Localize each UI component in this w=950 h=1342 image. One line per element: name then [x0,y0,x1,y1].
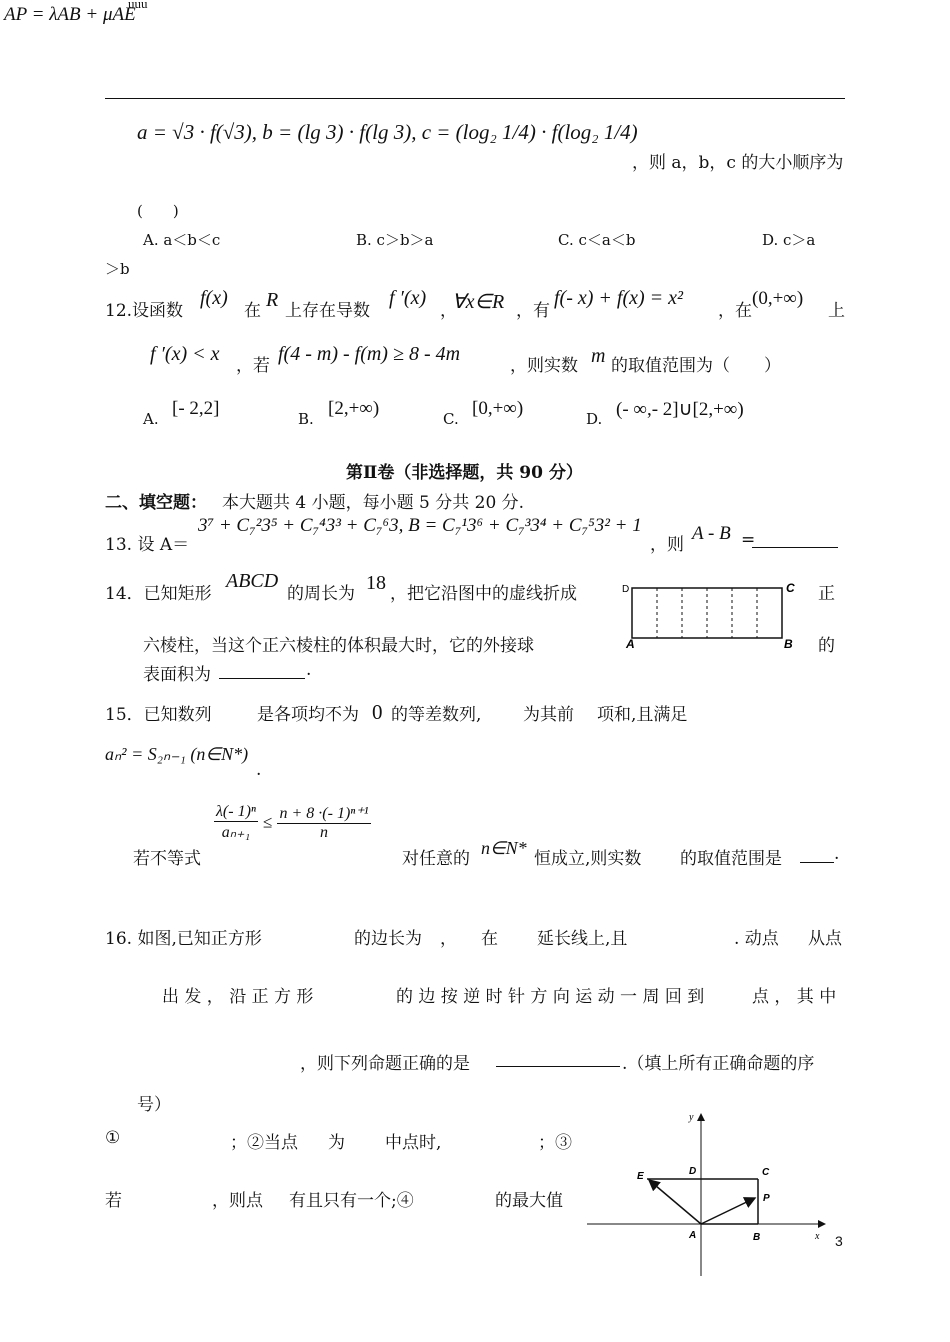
q13-formula: 3⁷ + C₇²3⁵ + C₇⁴3³ + C₇⁶3, B = C₇¹3⁶ + C₇³3⁴ + C₇⁵3² + 1 [198,515,642,536]
q16-l1-d: 在 [481,929,498,949]
q15-le: ≤ [263,812,273,832]
q14-line2: 六棱柱，当这个正六棱柱的体积最大时，它的外接球 [143,636,534,656]
page-number: 3 [835,1233,843,1249]
q12-m: m [591,345,606,367]
q12-text-2: 在 [244,301,261,321]
q12-option-c: [0,+∞) [472,398,524,419]
q15-inequality [214,803,371,842]
q12-text-5: ，有 [516,301,550,321]
q15-frac-left [214,803,258,842]
q14-fig-label-d: D [622,584,630,595]
q14-rectangle-figure [618,578,818,650]
q12-interval: (0,+∞) [752,288,804,309]
q14-line3-dot: . [306,660,312,680]
q14-fig-label-c: C [786,581,795,595]
top-rule [105,98,845,99]
q16-fig-label-a: A [689,1230,697,1241]
q15-frac-right [277,803,370,842]
q12-text-9: ，则实数 [510,356,578,376]
q12-option-c-label: C. [443,410,459,428]
q14-perimeter: 18 [366,572,386,594]
q16-coordinate-figure [585,1108,835,1280]
q16-fig-label-e: E [637,1171,644,1182]
q15-ineq-tail: 恒成立,则实数 [534,849,642,869]
q14-prefix: 14．已知矩形 [105,584,212,604]
q14-fig-label-a: A [626,637,635,650]
q15-ineq-end: 的取值范围是 [680,849,782,869]
header-garbled-marks: uuu [128,0,148,11]
q16-l6-d: 的最大值 [495,1191,563,1211]
q16-fig-label-x: x [815,1231,820,1242]
q12-equation: f(- x) + f(x) = x² [554,287,684,309]
q12-text-7: 上 [828,301,845,321]
q12-option-b-label: B. [298,410,314,428]
section-title: 第Ⅱ卷（非选择题，共 90 分） [346,463,583,483]
q11-option-d: D. c＞a [762,231,816,249]
q16-l6-b: ，则点 [212,1191,263,1211]
q12-text-1: 12.设函数 [105,301,184,321]
q16-answer-blank[interactable] [496,1066,620,1067]
q16-l1-f: . 动点 [734,929,779,949]
q12-cond1: f ′(x) < x [150,343,220,365]
q15-frac-left-den: aₙ₊₁ [221,824,251,841]
q16-fig-label-y: y [689,1112,694,1123]
q16-l5-d: 中点时, [385,1133,442,1153]
q16-l6-c: 有且只有一个;④ [289,1191,414,1211]
q15-frac-left-num: λ(- 1)ⁿ [216,803,256,820]
q16-l4: 号） [137,1095,171,1115]
q15-mid2: 的等差数列, [391,705,482,725]
q11-option-d-cont: ＞b [105,260,130,278]
q16-l3-b: .（填上所有正确命题的序 [622,1054,815,1074]
q12-option-d: (- ∞,- 2]∪[2,+∞) [616,399,744,420]
q14-abcd: ABCD [226,570,279,592]
q16-fig-label-b: B [753,1232,761,1243]
q13-answer-blank[interactable] [752,547,838,548]
q15-frac-right-den: n [320,824,329,841]
q14-mid: 的周长为 [287,584,355,604]
q14-line2-right: 的 [818,636,835,656]
q15-mid1: 是各项均不为 [257,705,359,725]
q16-l3-a: ，则下列命题正确的是 [300,1054,470,1074]
q14-right: 正 [818,584,835,604]
q11-paren: ( ) [137,202,179,220]
q13-eq: = [741,530,756,550]
part-desc: 本大题共 4 小题，每小题 5 分共 20 分. [222,493,525,513]
q12-text-4: ， [440,301,457,321]
q14-fig-label-b: B [784,637,793,650]
q14-line3: 表面积为 [143,665,211,685]
q16-l6-a: 若 [105,1191,122,1211]
q16-fig-label-d: D [689,1166,697,1177]
q16-l2-a: 出 发 ， 沿 正 方 形 [162,987,314,1007]
q12-text-8: ，若 [236,356,270,376]
q12-option-d-label: D. [586,410,603,428]
q12-forall: ∀x∈R [452,291,505,313]
q15-condition: aₙ² = S₂ₙ₋₁ (n∈N*) [105,744,249,764]
part-label: 二、填空题： [105,493,207,513]
q15-ineq-prefix: 若不等式 [133,849,201,869]
q16-l5-e: ；③ [538,1133,572,1153]
q16-fig-label-p: P [763,1193,770,1204]
q11-tail: ，则 a，b，c 的大小顺序为 [632,153,844,173]
q11-formula: a = √3 · f(√3), b = (lg 3) · f(lg 3), c = (log₂ 1/4) · f(log₂ 1/4) [137,120,638,144]
q12-option-b: [2,+∞) [328,398,380,419]
q13-a-minus-b: A - B [692,523,731,544]
q12-text-10: 的取值范围为（ ） [611,356,781,376]
q14-tail: ，把它沿图中的虚线折成 [390,584,577,604]
q12-option-a-label: A. [143,410,159,428]
q12-cond2: f(4 - m) - f(m) ≥ 8 - 4m [278,343,461,365]
header-garbled-formula: AP = λAB + μAE [4,4,136,25]
q15-n-in-N: n∈N* [481,838,527,858]
q16-l5-b: ；②当点 [230,1133,298,1153]
q16-l1-g: 从点 [808,929,842,949]
q15-mid3: 为其前 [523,705,574,725]
q11-option-b: B. c＞b＞a [356,231,434,249]
q13-tail: ，则 [650,535,684,555]
q15-answer-blank[interactable] [800,862,834,863]
q16-fig-label-c: C [762,1167,770,1178]
q15-mid4: 项和,且满足 [597,705,688,725]
q16-l1-c: ， [440,929,457,949]
q11-option-c: C. c＜a＜b [558,231,636,249]
q12-option-a: [- 2,2] [172,398,220,419]
q15-ineq-mid: 对任意的 [402,849,470,869]
q15-frac-right-num: n + 8 ·(- 1)ⁿ⁺¹ [279,805,369,822]
q12-text-3: 上存在导数 [285,301,370,321]
q15-ineq-dot: . [834,844,840,864]
q11-option-a: A. a＜b＜c [143,231,221,249]
q15-zero: 0 [372,700,383,724]
q16-l5-c: 为 [328,1133,345,1153]
q15-condition-dot: . [256,760,262,780]
q16-l1-e: 延长线上,且 [537,929,628,949]
q16-l2-b: 的 边 按 逆 时 针 方 向 运 动 一 周 回 到 [396,987,705,1007]
q14-answer-blank[interactable] [219,678,305,679]
q12-text-6: ，在 [718,301,752,321]
q12-R: R [266,289,279,311]
q12-fprime: f ′(x) [389,287,427,309]
q15-prefix: 15．已知数列 [105,705,212,725]
q13-prefix: 13. 设 A＝ [105,535,190,555]
q12-fx: f(x) [200,287,228,309]
q16-l1-b: 的边长为 [354,929,422,949]
q16-l1-a: 16. 如图,已知正方形 [105,929,262,949]
q16-l2-c: 点 ， 其 中 [752,987,837,1007]
q16-l5-a: ① [105,1128,121,1148]
